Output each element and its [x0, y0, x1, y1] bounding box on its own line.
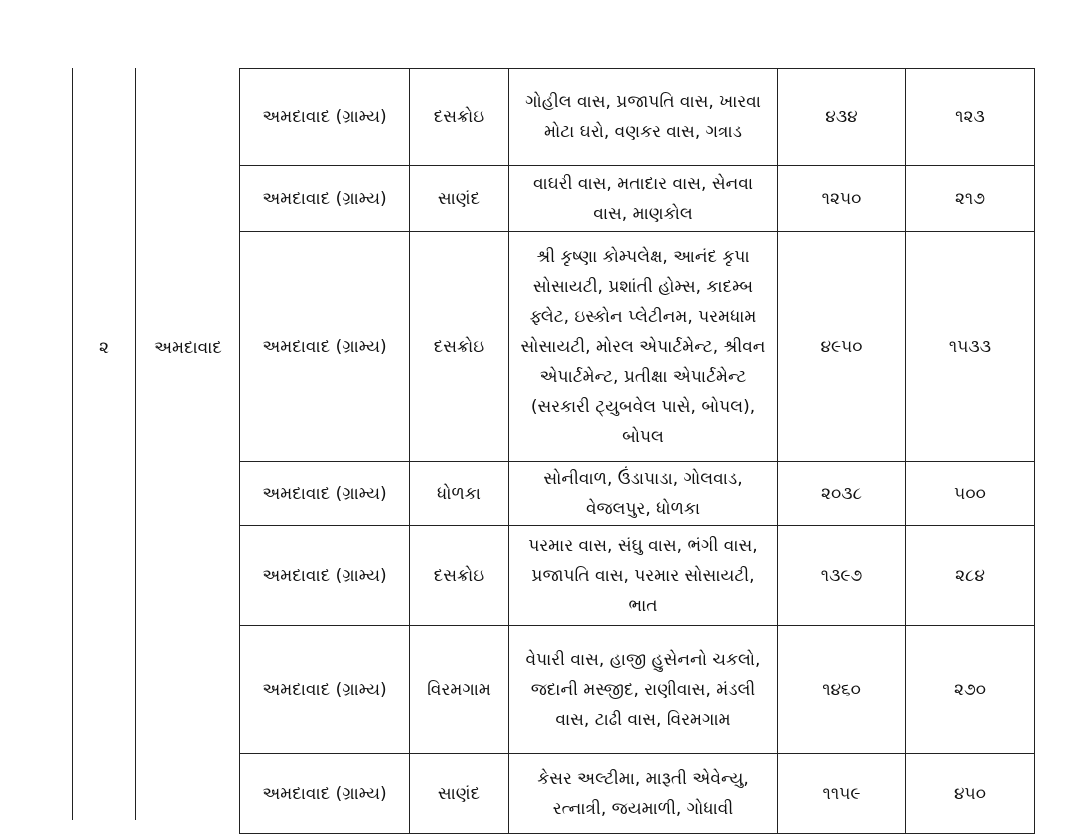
zone-cell: અમદાવાદ (ગ્રામ્ય)	[240, 526, 410, 626]
table-row	[240, 462, 1035, 526]
count-a-cell: ૧૧૫૯	[778, 754, 906, 834]
left-border-line	[72, 68, 73, 820]
count-b-cell: ૫૦૦	[906, 462, 1035, 526]
taluka-cell: સાણંદ	[410, 166, 509, 232]
areas-cell: ગોહીલ વાસ, પ્રજાપતિ વાસ, ખારવા મોટા ઘરો, વણકર વાસ, ગત્રાડ	[509, 69, 778, 166]
count-b-cell: ૪૫૦	[906, 754, 1035, 834]
count-b-cell: ૨૭૦	[906, 626, 1035, 754]
zone-cell: અમદાવાદ (ગ્રામ્ય)	[240, 754, 410, 834]
zone-cell: અમદાવાદ (ગ્રામ્ય)	[240, 232, 410, 462]
district-name: અમદાવાદ	[154, 338, 222, 358]
count-a-cell: ૪૩૪	[778, 69, 906, 166]
table-row	[240, 232, 1035, 462]
table-row	[240, 166, 1035, 232]
data-table	[239, 68, 1035, 834]
count-a-cell: ૪૯૫૦	[778, 232, 906, 462]
areas-cell: સોનીવાળ, ઉંડાપાડા, ગોલવાડ, વેજલપુર, ધોળકા	[509, 462, 778, 526]
areas-cell: વેપારી વાસ, હાજી હુસેનનો ચકલો, જદાની મસ્જીદ, રાણીવાસ, મંડલી વાસ, ટાઢી વાસ, વિરમગામ	[509, 626, 778, 754]
count-a-cell: ૧૪૬૦	[778, 626, 906, 754]
areas-cell: શ્રી કૃષ્ણા કોમ્પલેક્ષ, આનંદ કૃપા સોસાયટી, પ્રશાંતી હોમ્સ, કાદમ્બ ફ્લેટ, ઇસ્કોન પ્લેટીનમ, પરમધામ સોસાયટી, મોરલ એપાર્ટમેન્ટ, શ્રીવન એપાર્ટમેન્ટ, પ્રતીક્ષા એપાર્ટમેન્ટ (સરકારી ટ્યુબવેલ પાસે, બોપલ), બોપલ	[509, 232, 778, 462]
taluka-cell: દસક્રોઇ	[410, 232, 509, 462]
areas-cell: પરમાર વાસ, સંઘુ વાસ, ભંગી વાસ, પ્રજાપતિ વાસ, પરમાર સોસાયટી, ભાત	[509, 526, 778, 626]
zone-cell: અમદાવાદ (ગ્રામ્ય)	[240, 626, 410, 754]
taluka-cell: ધોળકા	[410, 462, 509, 526]
taluka-cell: સાણંદ	[410, 754, 509, 834]
count-a-cell: ૨૦૩૮	[778, 462, 906, 526]
zone-cell: અમદાવાદ (ગ્રામ્ય)	[240, 166, 410, 232]
taluka-cell: વિરમગામ	[410, 626, 509, 754]
areas-cell: વાઘરી વાસ, મતાદાર વાસ, સેનવા વાસ, માણકોલ	[509, 166, 778, 232]
table-row	[240, 626, 1035, 754]
count-a-cell: ૧૨૫૦	[778, 166, 906, 232]
count-a-cell: ૧૩૯૭	[778, 526, 906, 626]
taluka-cell: દસક્રોઇ	[410, 69, 509, 166]
table-row	[240, 69, 1035, 166]
count-b-cell: ૧૫૩૩	[906, 232, 1035, 462]
zone-cell: અમદાવાદ (ગ્રામ્ય)	[240, 69, 410, 166]
serial-number: ૨	[99, 338, 109, 358]
zone-cell: અમદાવાદ (ગ્રામ્ય)	[240, 462, 410, 526]
areas-cell: કેસર અલ્ટીમા, મારૂતી એવેન્યુ, રત્નાત્રી, જયમાળી, ગોધાવી	[509, 754, 778, 834]
taluka-cell: દસક્રોઇ	[410, 526, 509, 626]
count-b-cell: ૨૮૪	[906, 526, 1035, 626]
serial-column-divider	[135, 68, 136, 820]
count-b-cell: ૨૧૭	[906, 166, 1035, 232]
count-b-cell: ૧૨૩	[906, 69, 1035, 166]
table-row	[240, 754, 1035, 834]
table-row	[240, 526, 1035, 626]
